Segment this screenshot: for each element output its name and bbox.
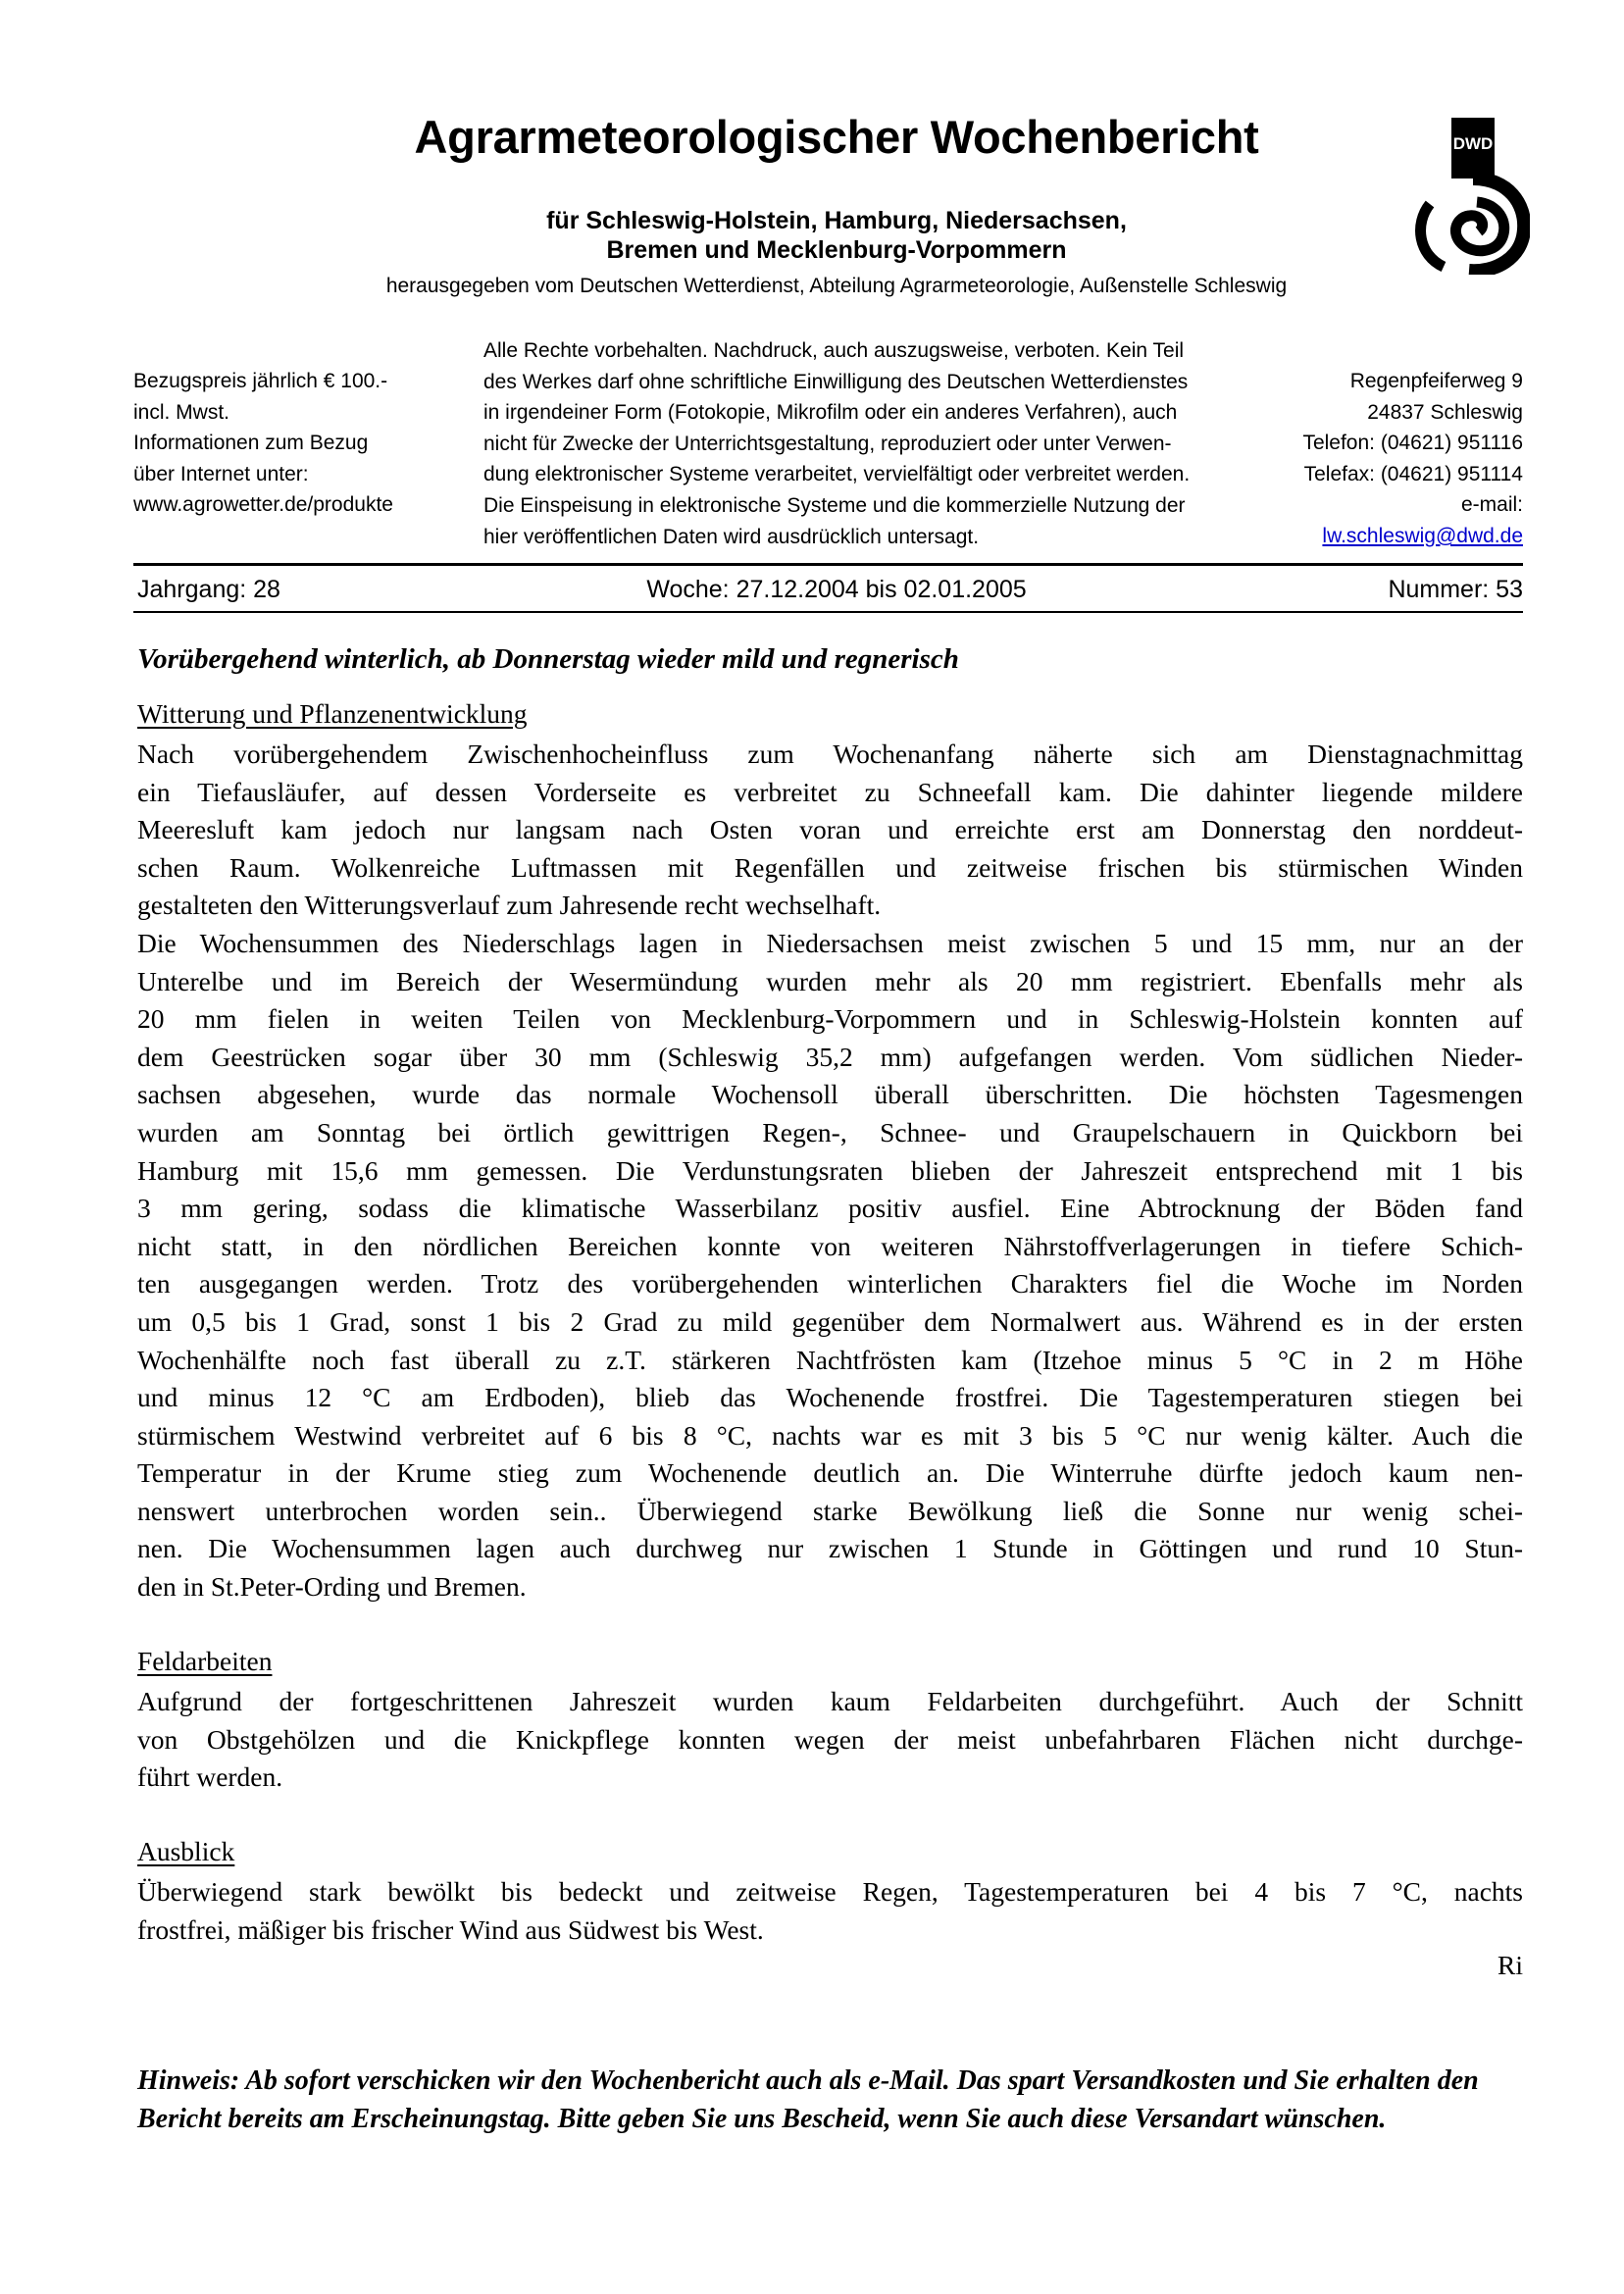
section-body-weather: [137, 736, 1523, 1606]
divider-top: [133, 563, 1523, 566]
report-headline: Vorübergehend winterlich, ab Donnerstag wieder mild und regnerisch: [137, 643, 959, 675]
copyright-line: Die Einspeisung in elektronische Systeme und die kommerzielle Nutzung der: [483, 493, 1186, 517]
contact-info: [1226, 366, 1523, 552]
body-text-line: den in St.Peter-Ording und Bremen.: [137, 1571, 527, 1603]
body-text-line: und minus 12 °C am Erdboden), blieb das Wochenende frostfrei. Die Tagestemperaturen stiegen bei: [137, 1382, 1523, 1413]
subscription-info: [133, 366, 457, 521]
section-body-outlook: [137, 1873, 1523, 1949]
body-text-line: wurden am Sonntag bei örtlich gewittrigen Regen-, Schnee- und Graupelschauern in Quickborn bei: [137, 1116, 1523, 1147]
info-line: Bezugspreis jährlich € 100.-: [133, 370, 388, 392]
body-text-line: nen. Die Wochensummen lagen auch durchweg nur zwischen 1 Stunde in Göttingen und rund 10 Stun-: [137, 1533, 1523, 1564]
address-city: 24837 Schleswig: [1367, 400, 1523, 424]
dwd-logo: [1400, 116, 1530, 275]
copyright-line: hier veröffentlichen Daten wird ausdrücklich untersagt.: [483, 525, 980, 548]
author-signature: Ri: [1497, 1950, 1523, 1980]
body-text-line: sachsen abgesehen, wurde das normale Wochensoll überall überschritten. Die höchsten Tagesmengen: [137, 1079, 1523, 1110]
body-text-line: stürmischem Westwind verbreitet auf 6 bis 8 °C, nachts war es mit 3 bis 5 °C nur wenig kälter. Auch die: [137, 1419, 1523, 1451]
volume: Jahrgang: 28: [137, 576, 280, 603]
fax: Telefax: (04621) 951114: [1303, 462, 1523, 485]
body-text-line: ten ausgegangen werden. Trotz des vorübergehenden winterlichen Charakters fiel die Woche im Norden: [137, 1268, 1523, 1300]
body-text-line: frostfrei, mäßiger bis frischer Wind aus Südwest bis West.: [137, 1913, 764, 1945]
body-text-line: 20 mm fielen in weiten Teilen von Mecklenburg-Vorpommern und in Schleswig-Holstein konnten auf: [137, 1003, 1523, 1035]
issue-number: Nummer: 53: [1388, 576, 1523, 603]
subtitle-line-1: für Schleswig-Holstein, Hamburg, Niedersachsen,: [546, 207, 1127, 234]
info-line: incl. Mwst.: [133, 400, 230, 424]
copyright-line: des Werkes darf ohne schriftliche Einwilligung des Deutschen Wetterdienstes: [483, 370, 1189, 393]
body-text-line: nicht statt, in den nördlichen Bereichen konnte von weiteren Nährstoffverlagerungen in tiefere Schich-: [137, 1230, 1523, 1261]
body-text-line: nenswert unterbrochen worden sein.. Überwiegend starke Bewölkung ließ die Sonne nur wenig schei-: [137, 1495, 1523, 1526]
svg-text:DWD: DWD: [1452, 134, 1494, 153]
document-title: Agrarmeteorologischer Wochenbericht: [414, 111, 1259, 163]
website-link[interactable]: www.agrowetter.de/produkte: [133, 493, 393, 517]
copyright-line: nicht für Zwecke der Unterrichtsgestaltung, reproduziert oder unter Verwen-: [483, 432, 1172, 455]
body-text-line: von Obstgehölzen und die Knickpflege konnten wegen der meist unbefahrbaren Flächen nicht durchge-: [137, 1723, 1523, 1755]
email-label: e-mail:: [1460, 493, 1523, 517]
body-text-line: Nach vorübergehendem Zwischenhocheinfluss zum Wochenanfang näherte sich am Dienstagnachmittag: [137, 739, 1523, 769]
body-text-line: Wochenhälfte noch fast überall zu z.T. stärkeren Nachtfrösten kam (Itzehoe minus 5 °C in 2 m Höhe: [137, 1344, 1523, 1375]
info-line: über Internet unter:: [133, 462, 309, 485]
body-text-line: um 0,5 bis 1 Grad, sonst 1 bis 2 Grad zu mild gegenüber dem Normalwert aus. Während es in der ersten: [137, 1305, 1523, 1337]
body-text-line: 3 mm gering, sodass die klimatische Wasserbilanz positiv ausfiel. Eine Abtrocknung der Böden fand: [137, 1193, 1523, 1224]
body-text-line: Temperatur in der Krume stieg zum Wochenende deutlich an. Die Winterruhe dürfte jedoch kaum nen-: [137, 1457, 1523, 1489]
body-text-line: Hamburg mit 15,6 mm gemessen. Die Verdunstungsraten blieben der Jahreszeit entsprechend mit 1 bis: [137, 1154, 1523, 1186]
copyright-line: in irgendeiner Form (Fotokopie, Mikrofilm oder ein anderes Verfahren), auch: [483, 401, 1178, 425]
section-title-outlook: Ausblick: [137, 1836, 235, 1866]
divider-bottom: [133, 611, 1523, 613]
section-title-fieldwork: Feldarbeiten: [137, 1646, 273, 1676]
body-text-line: gestalteten den Witterungsverlauf zum Jahresende recht wechselhaft.: [137, 890, 882, 921]
phone: Telefon: (04621) 951116: [1302, 432, 1523, 455]
copyright-line: Alle Rechte vorbehalten. Nachdruck, auch auszugsweise, verboten. Kein Teil: [483, 339, 1185, 362]
body-text-line: führt werden.: [137, 1761, 283, 1793]
address-street: Regenpfeiferweg 9: [1349, 370, 1523, 392]
week-range: Woche: 27.12.2004 bis 02.01.2005: [646, 576, 1027, 603]
body-text-line: ein Tiefausläufer, auf dessen Vorderseite es verbreitet zu Schneefall kam. Die dahinter liegende mildere: [137, 776, 1523, 807]
body-text-line: Die Wochensummen des Niederschlags lagen in Niedersachsen meist zwischen 5 und 15 mm, nur an der: [137, 927, 1523, 958]
body-text-line: Aufgrund der fortgeschrittenen Jahreszeit wurden kaum Feldarbeiten durchgeführt. Auch der Schnitt: [137, 1686, 1523, 1716]
body-text-line: schen Raum. Wolkenreiche Luftmassen mit Regenfällen und zeitweise frischen bis stürmischen Winden: [137, 851, 1523, 883]
section-body-fieldwork: [137, 1683, 1523, 1797]
email-notice: Hinweis: Ab sofort verschicken wir den Wochenbericht auch als e-Mail. Das spart Versandkosten und Sie erhalten den Bericht bereits am Erscheinungstag. Bitte geben Sie uns Bescheid, wenn Sie auch diese Versandart wünschen.: [137, 2065, 1479, 2134]
body-text-line: Unterelbe und im Bereich der Wesermündung wurden mehr als 20 mm registriert. Ebenfalls mehr als: [137, 965, 1523, 996]
subtitle-line-2: Bremen und Mecklenburg-Vorpommern: [606, 236, 1067, 264]
body-text-line: dem Geestrücken sogar über 30 mm (Schleswig 35,2 mm) aufgefangen werden. Vom südlichen Nieder-: [137, 1041, 1523, 1072]
publisher-line: herausgegeben vom Deutschen Wetterdienst, Abteilung Agrarmeteorologie, Außenstelle Schleswig: [385, 275, 1288, 297]
body-text-line: Meeresluft kam jedoch nur langsam nach Osten voran und erreichte erst am Donnerstag den norddeut-: [137, 814, 1523, 845]
email-link[interactable]: lw.schleswig@dwd.de: [1322, 524, 1523, 547]
copyright-line: dung elektronischer Systeme verarbeitet, vervielfältigt oder verbreitet werden.: [483, 463, 1191, 486]
section-title-weather: Witterung und Pflanzenentwicklung: [137, 698, 528, 729]
info-line: Informationen zum Bezug: [133, 432, 369, 455]
body-text-line: Überwiegend stark bewölkt bis bedeckt und zeitweise Regen, Tagestemperaturen bei 4 bis 7 °C, nachts: [137, 1876, 1523, 1907]
copyright-notice: [483, 335, 1239, 552]
